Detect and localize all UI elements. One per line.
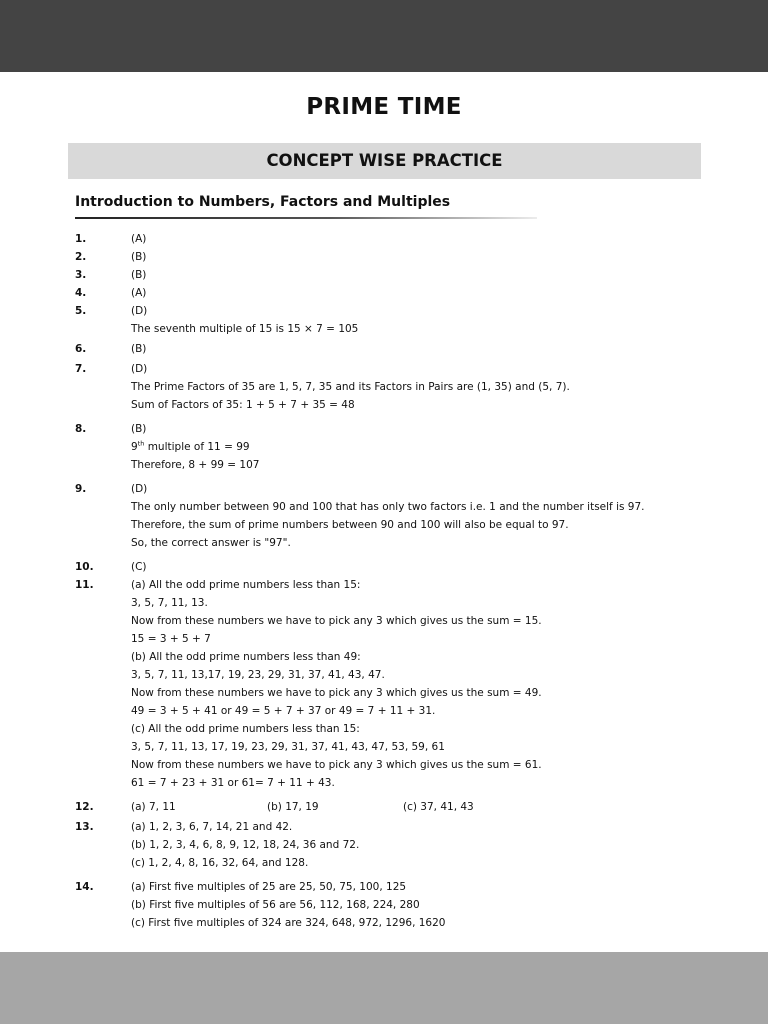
answer-line: Therefore, the sum of prime numbers between 90 and 100 will also be equal to 97. <box>131 519 569 531</box>
answer-number: 9. <box>75 483 87 495</box>
answer-line: Therefore, 8 + 99 = 107 <box>131 459 260 471</box>
top-bar <box>0 0 768 72</box>
answer-number: 13. <box>75 821 94 833</box>
answer-line <box>131 438 715 456</box>
answer-line: (b) 1, 2, 3, 4, 6, 8, 9, 12, 18, 24, 36 and 72. <box>131 839 360 851</box>
answer-13 <box>75 818 715 872</box>
answer-8 <box>75 420 715 474</box>
answer-number: 7. <box>75 363 87 375</box>
answer-line: 61 = 7 + 23 + 31 or 61= 7 + 11 + 43. <box>131 777 335 789</box>
ordinal-number: 9 <box>131 441 138 453</box>
answer-line: 49 = 3 + 5 + 41 or 49 = 5 + 7 + 37 or 49 = 7 + 11 + 31. <box>131 705 436 717</box>
answer-3 <box>75 266 715 284</box>
answer-line: (D) <box>131 305 148 317</box>
answer-line: The seventh multiple of 15 is 15 × 7 = 105 <box>131 323 359 335</box>
answer-line: So, the correct answer is "97". <box>131 537 291 549</box>
answer-line: Now from these numbers we have to pick any 3 which gives us the sum = 15. <box>131 615 542 627</box>
answer-number: 2. <box>75 251 87 263</box>
answer-line: The only number between 90 and 100 that has only two factors i.e. 1 and the number itself is 97. <box>131 501 645 513</box>
answer-number: 8. <box>75 423 87 435</box>
answer-line: (B) <box>131 251 147 263</box>
answer-12 <box>75 798 715 816</box>
answer-line: 3, 5, 7, 11, 13. <box>131 597 208 609</box>
answer-number: 3. <box>75 269 87 281</box>
section-heading: CONCEPT WISE PRACTICE <box>68 143 701 179</box>
answer-number: 6. <box>75 343 87 355</box>
bottom-bar <box>0 952 768 1024</box>
document-page <box>0 72 768 952</box>
answer-line: Sum of Factors of 35: 1 + 5 + 7 + 35 = 48 <box>131 399 355 411</box>
answer-line: 3, 5, 7, 11, 13, 17, 19, 23, 29, 31, 37, 41, 43, 47, 53, 59, 61 <box>131 741 445 753</box>
ordinal-suffix: th <box>137 439 145 448</box>
answer-4 <box>75 284 715 302</box>
answer-10 <box>75 558 715 576</box>
answer-part-a: (a) 7, 11 <box>131 801 176 813</box>
answer-line: (A) <box>131 233 147 245</box>
answer-number: 14. <box>75 881 94 893</box>
heading-underline <box>75 217 537 219</box>
answer-number: 1. <box>75 233 87 245</box>
answer-2 <box>75 248 715 266</box>
answer-line: (a) First five multiples of 25 are 25, 50, 75, 100, 125 <box>131 881 407 893</box>
answer-list <box>75 230 715 932</box>
answer-line: (c) 1, 2, 4, 8, 16, 32, 64, and 128. <box>131 857 309 869</box>
sub-heading: Introduction to Numbers, Factors and Multiples <box>75 194 451 210</box>
answer-line: (B) <box>131 423 147 435</box>
answer-line: (B) <box>131 343 147 355</box>
answer-1 <box>75 230 715 248</box>
answer-line: (b) First five multiples of 56 are 56, 112, 168, 224, 280 <box>131 899 420 911</box>
answer-line: (b) All the odd prime numbers less than 49: <box>131 651 361 663</box>
answer-line: (A) <box>131 287 147 299</box>
answer-line: (C) <box>131 561 147 573</box>
answer-part-c: (c) 37, 41, 43 <box>403 801 474 813</box>
answer-number: 10. <box>75 561 94 573</box>
answer-line: 3, 5, 7, 11, 13,17, 19, 23, 29, 31, 37, 41, 43, 47. <box>131 669 385 681</box>
answer-text: multiple of 11 = 99 <box>147 441 250 453</box>
answer-line: Now from these numbers we have to pick any 3 which gives us the sum = 61. <box>131 759 542 771</box>
answer-line: (a) 1, 2, 3, 6, 7, 14, 21 and 42. <box>131 821 293 833</box>
answer-number: 11. <box>75 579 94 591</box>
answer-line: (c) First five multiples of 324 are 324, 648, 972, 1296, 1620 <box>131 917 446 929</box>
answer-line: (B) <box>131 269 147 281</box>
answer-line: Now from these numbers we have to pick any 3 which gives us the sum = 49. <box>131 687 542 699</box>
answer-line: (D) <box>131 483 148 495</box>
answer-part-b: (b) 17, 19 <box>267 801 319 813</box>
answer-line: (a) All the odd prime numbers less than 15: <box>131 579 361 591</box>
answer-number: 12. <box>75 801 94 813</box>
answer-line: 15 = 3 + 5 + 7 <box>131 633 211 645</box>
answer-line: (D) <box>131 363 148 375</box>
answer-line: The Prime Factors of 35 are 1, 5, 7, 35 and its Factors in Pairs are (1, 35) and (5, 7). <box>131 381 570 393</box>
answer-7 <box>75 360 715 414</box>
answer-columns <box>131 798 715 816</box>
answer-line: (c) All the odd prime numbers less than 15: <box>131 723 360 735</box>
answer-9 <box>75 480 715 552</box>
answer-6 <box>75 340 715 358</box>
answer-5 <box>75 302 715 338</box>
answer-number: 4. <box>75 287 87 299</box>
answer-14 <box>75 878 715 932</box>
page-title: PRIME TIME <box>306 94 462 120</box>
answer-number: 5. <box>75 305 87 317</box>
answer-11 <box>75 576 715 792</box>
